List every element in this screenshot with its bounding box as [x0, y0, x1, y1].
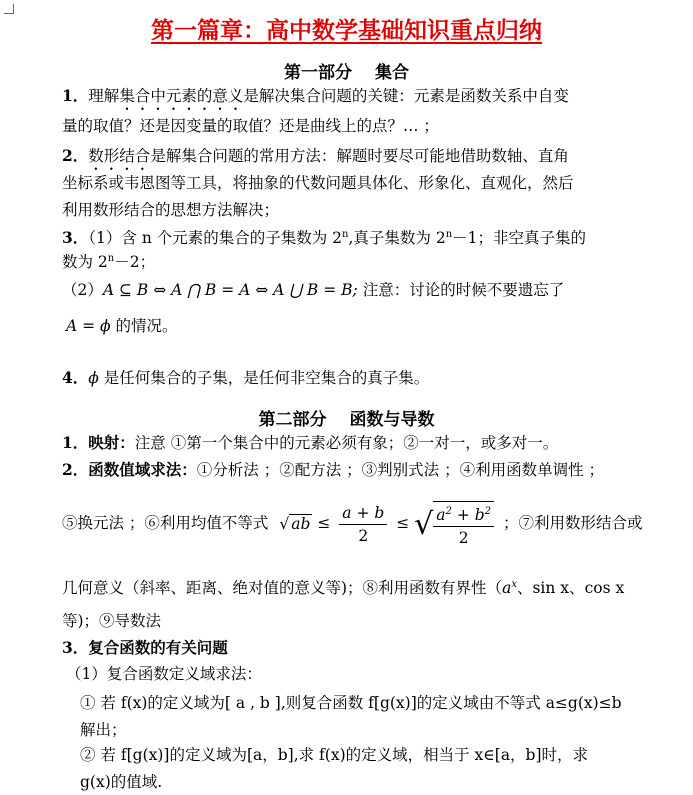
p1-item2-b: 是解集合问题的常用方法：解题时要尽可能地借助数轴、直角 — [150, 147, 569, 165]
p1-item2-a: 数形结合 — [88, 147, 151, 165]
p2-item3-c2: ② 若 f[g(x)]的定义域为[a，b],求 f(x)的定义域，相当于 x∈[a，b]时，求 — [80, 746, 589, 764]
p1-item1-line1 — [62, 86, 569, 114]
cos-x: cos x — [584, 579, 625, 597]
p1-item4-phi: ϕ — [88, 369, 99, 387]
p1-item3-p3-math: A = ϕ — [66, 317, 111, 335]
p2-item2-line3 — [62, 578, 624, 598]
p2-item3-label: 3．复合函数的有关问题 — [62, 638, 228, 657]
p2-item2-line3a: 几何意义（斜率、距离、绝对值的意义等)；⑧利用函数有界性（ — [62, 579, 503, 597]
p2-item2-line4: 等)；⑨导数法 — [62, 612, 162, 630]
p1-item3-p3-text: 的情况。 — [110, 317, 178, 335]
p1-item3-b: ,真子集数为 2 — [348, 229, 446, 247]
p1-item3-p2-math: A ⊆ B ⇔ A ⋂ B = A ⇔ A ⋃ B = B; — [102, 281, 358, 299]
a-pow-x: a — [502, 579, 512, 597]
p1-item1-a: 理解 — [88, 87, 120, 105]
p1-item1-c: 是解决集合问题的关键：元素是函数关系中自变 — [243, 87, 569, 105]
p2-item1 — [62, 433, 558, 453]
qm-plus-b: + b — [451, 505, 485, 524]
p2-item3-c1: ① 若 f(x)的定义域为[ a , b ],则复合函数 f[g(x)]的定义域由不等式 a≤g(x)≤b — [80, 694, 622, 712]
qm-a: a — [436, 505, 446, 524]
sqrt-ab-radicand: ab — [291, 515, 311, 533]
p1-item3-part2 — [62, 280, 564, 300]
part2-heading: 第二部分 函数与导数 — [258, 410, 435, 430]
p1-item3-a: （1）含 n 个元素的集合的子集数为 2 — [88, 229, 343, 247]
le-sign-2: ≤ — [391, 514, 415, 532]
p2-item1-text: 注意 ①第一个集合中的元素必须有象；②一对一，或多对一。 — [134, 434, 559, 452]
fraction-am-num: a + b — [339, 502, 387, 525]
p1-item1-num: 1． — [62, 86, 89, 105]
sep-2: 、 — [569, 579, 585, 597]
sqrt-ab: √ ab — [279, 515, 311, 533]
p1-item3-p2-note: 注意：讨论的时候不要遗忘了 — [357, 281, 565, 299]
p1-item2-line2: 坐标系或韦恩图等工具，将抽象的代数问题具体化、形象化、直观化，然后 — [62, 174, 574, 192]
p2-item3-sub1: （1）复合函数定义域求法： — [66, 665, 262, 683]
p1-item3-line2b: －2； — [114, 253, 156, 271]
p1-item3-line2a: 数为 2 — [62, 253, 108, 271]
p2-item2-line2 — [62, 498, 642, 550]
sep-1: 、 — [516, 579, 533, 597]
p1-item2-line3: 利用数形结合的思想方法解决； — [62, 201, 280, 219]
p1-item1-line2: 量的取值？还是因变量的取值？还是曲线上的点？… ； — [62, 117, 439, 135]
p2-item1-label: 1．映射： — [62, 433, 135, 452]
p1-item4-num: 4． — [62, 368, 89, 387]
a-pow-x-sup: x — [511, 578, 517, 590]
p1-item2-num: 2． — [62, 146, 89, 165]
p1-item3-sup3: n — [107, 252, 115, 264]
p2-item3-c2b: g(x)的值域. — [80, 773, 163, 791]
p2-item2-text: ①分析法 ；②配方法 ；③判别式法 ；④利用函数单调性 ； — [196, 461, 605, 479]
fraction-am — [339, 502, 387, 547]
p1-item3-sup1: n — [342, 228, 349, 240]
p1-item1-b: 集合中元素的意义 — [119, 87, 244, 105]
p1-item3-num: 3． — [62, 228, 89, 247]
qm-sup1: 2 — [445, 505, 452, 517]
p2-item2-line2b: ；⑦利用数形结合或 — [502, 514, 643, 532]
p1-item4 — [62, 368, 429, 388]
page-title: 第一篇章：高中数学基础知识重点归纳 — [151, 18, 542, 44]
qm-sup2: 2 — [484, 505, 492, 517]
fraction-qm-den: 2 — [458, 528, 469, 547]
p1-item3-part3 — [66, 316, 178, 336]
fraction-qm-num — [433, 504, 494, 527]
fraction-qm — [433, 501, 494, 549]
fraction-am-den: 2 — [358, 526, 369, 545]
p2-item3-c1b: 解出； — [80, 721, 127, 739]
sin-x: sin x — [532, 579, 570, 597]
p1-item3-c: －1；非空真子集的 — [452, 229, 587, 247]
p2-item2-line2a: ⑤换元法 ；⑥利用均值不等式 — [62, 514, 269, 532]
p1-item2-line1 — [62, 146, 569, 174]
p1-item3-p2-label: （2） — [62, 281, 103, 299]
le-sign-1: ≤ — [312, 514, 336, 532]
sqrt-qm: √ $\frac{a^2 + b^2}{2}$ — [414, 499, 498, 550]
p2-item2-label: 2．函数值域求法： — [62, 460, 197, 479]
p1-item3-sup2: n — [445, 228, 453, 240]
p1-item4-text: 是任何集合的子集，是任何非空集合的真子集。 — [98, 369, 430, 387]
p2-item2-line1 — [62, 460, 604, 480]
p1-item3-line2 — [62, 252, 155, 272]
part1-heading: 第一部分 集合 — [284, 63, 409, 83]
p1-item3-line1 — [62, 228, 586, 248]
